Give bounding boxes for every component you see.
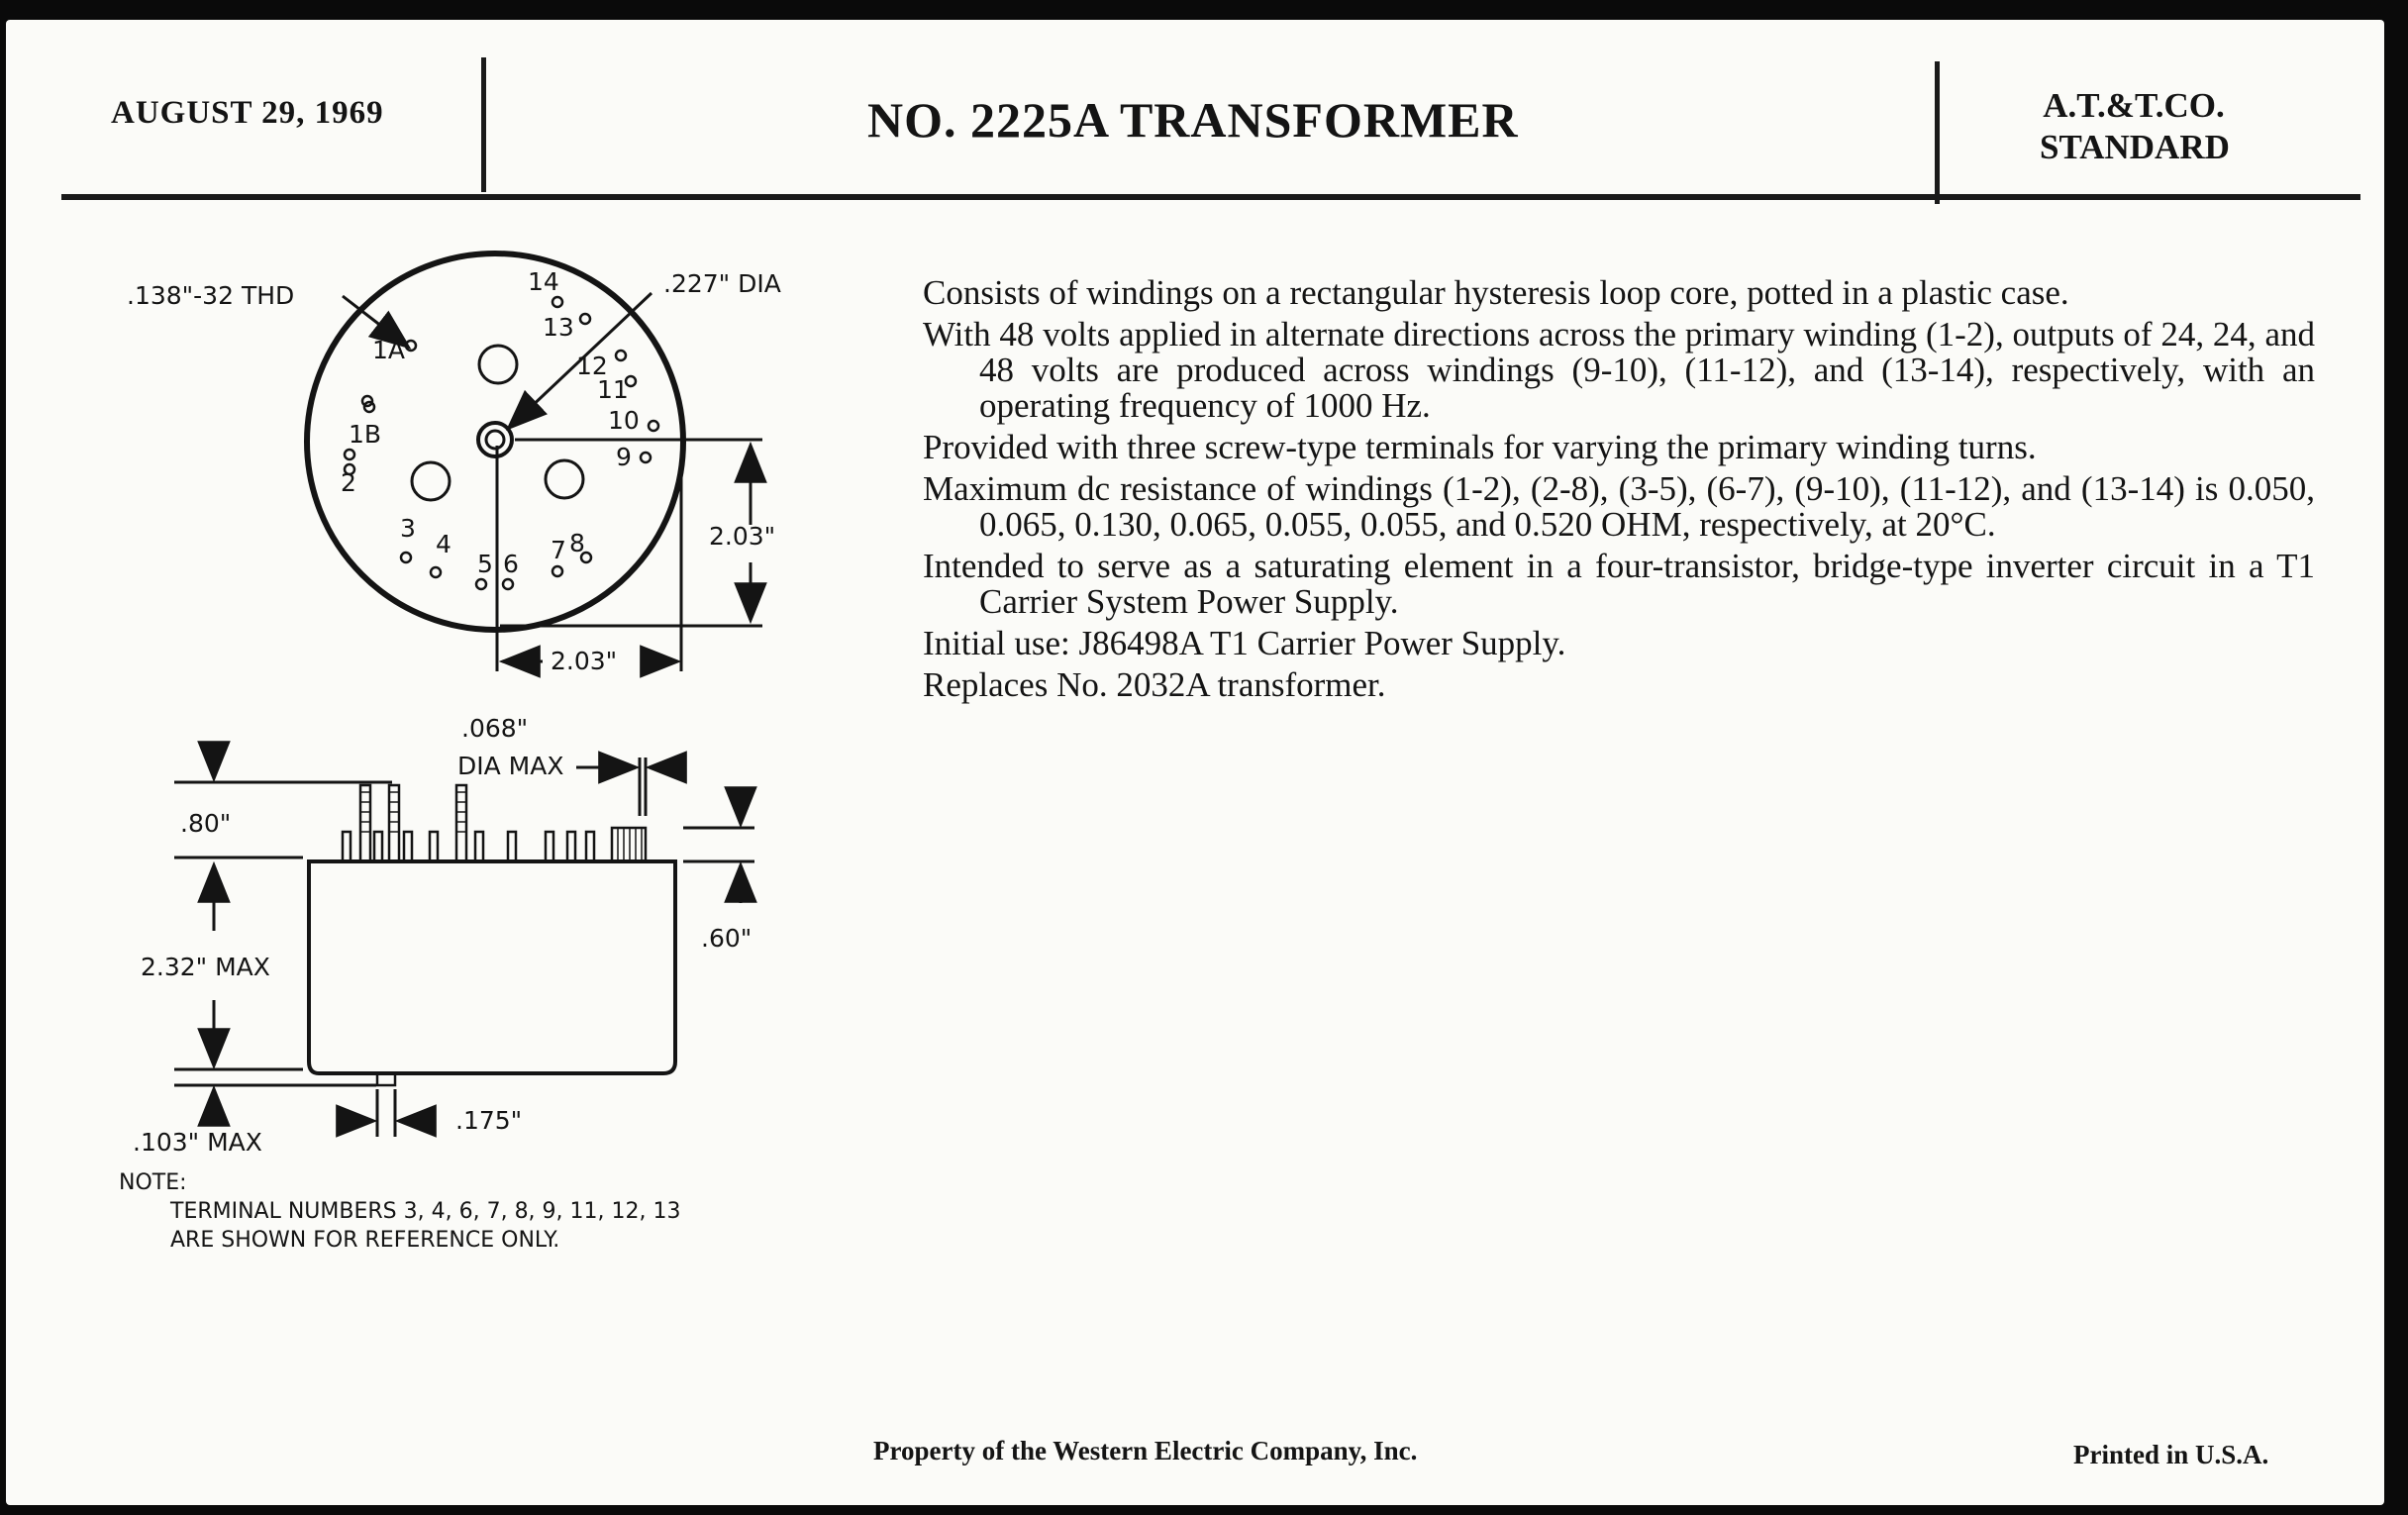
header-standard-line2: STANDARD: [2040, 128, 2230, 166]
footer-printed: Printed in U.S.A.: [2073, 1440, 2269, 1469]
terminal-label: 8: [569, 529, 585, 557]
terminal-label: 7: [551, 536, 566, 564]
width-dim-label: 2.03": [551, 647, 618, 675]
terminal-label: 10: [608, 406, 640, 435]
terminal-label: 9: [616, 443, 632, 471]
terminal-label: 2: [341, 468, 356, 497]
body-height-label: 2.32" MAX: [141, 953, 270, 981]
height-dim-label: 2.03": [709, 522, 776, 551]
right-height-label: .60": [701, 924, 752, 953]
side-view-body: [309, 861, 675, 1073]
footer-property: Property of the Western Electric Company, Inc.: [873, 1436, 1418, 1465]
mounting-hole: [546, 460, 583, 498]
thread-label: .138"-32 THD: [127, 281, 295, 310]
hole-dia-label: .227" DIA: [663, 269, 781, 298]
stud-width-label: .175": [455, 1106, 523, 1135]
terminal-height-label: .80": [180, 809, 232, 838]
header-title: NO. 2225A TRANSFORMER: [867, 92, 1519, 148]
description-paragraph: Replaces No. 2032A transformer.: [923, 665, 1386, 704]
terminal-label: 11: [597, 375, 629, 404]
description-paragraph: Maximum dc resistance of windings (1-2), (2-8), (3-5), (6-7), (9-10), (11-12), and (13-14) is 0.050, 0.065, 0.130, 0.065, 0.055, 0.055, and 0.520 OHM, respectively, at 20°C.: [923, 469, 2315, 544]
terminal-label: 1B: [349, 420, 382, 449]
terminal-label: 12: [576, 352, 608, 380]
note-line: TERMINAL NUMBERS 3, 4, 6, 7, 8, 9, 11, 12, 13: [170, 1199, 681, 1224]
terminal-label: 14: [528, 267, 559, 296]
description-paragraph: Consists of windings on a rectangular hysteresis loop core, potted in a plastic case.: [923, 273, 2069, 312]
terminal-label: 4: [436, 530, 452, 558]
header-standard-line1: A.T.&T.CO.: [2043, 86, 2225, 125]
header-date: AUGUST 29, 1969: [111, 95, 384, 131]
pin-dia-label: .068": [461, 714, 529, 743]
description-paragraph: With 48 volts applied in alternate directions across the primary winding (1-2), outputs of 24, 24, and 48 volts are produced across windings (9-10), (11-12), and (13-14), respectively, with an operating frequency of 1000 Hz.: [923, 315, 2315, 425]
terminal-label: 6: [503, 550, 519, 578]
description-paragraph: Intended to serve as a saturating element in a four-transistor, bridge-type inverter circuit in a T1 Carrier System Power Supply.: [923, 547, 2315, 621]
center-hole: [478, 423, 512, 456]
pin-dia-suffix: DIA MAX: [457, 752, 564, 780]
note-line: ARE SHOWN FOR REFERENCE ONLY.: [170, 1228, 560, 1253]
drawing-note: [119, 1168, 681, 1255]
base-height-label: .103" MAX: [133, 1128, 262, 1157]
mounting-hole: [479, 346, 517, 383]
terminal-label: 3: [400, 514, 416, 543]
description-paragraph: Provided with three screw-type terminals for varying the primary winding turns.: [923, 428, 2037, 466]
terminal-label: 5: [477, 550, 493, 578]
description-paragraph: Initial use: J86498A T1 Carrier Power Supply.: [923, 624, 1566, 662]
note-title: NOTE:: [119, 1170, 187, 1195]
mounting-hole: [412, 462, 450, 500]
terminal-label: 1A: [372, 336, 406, 364]
terminal-label: 13: [543, 313, 574, 342]
